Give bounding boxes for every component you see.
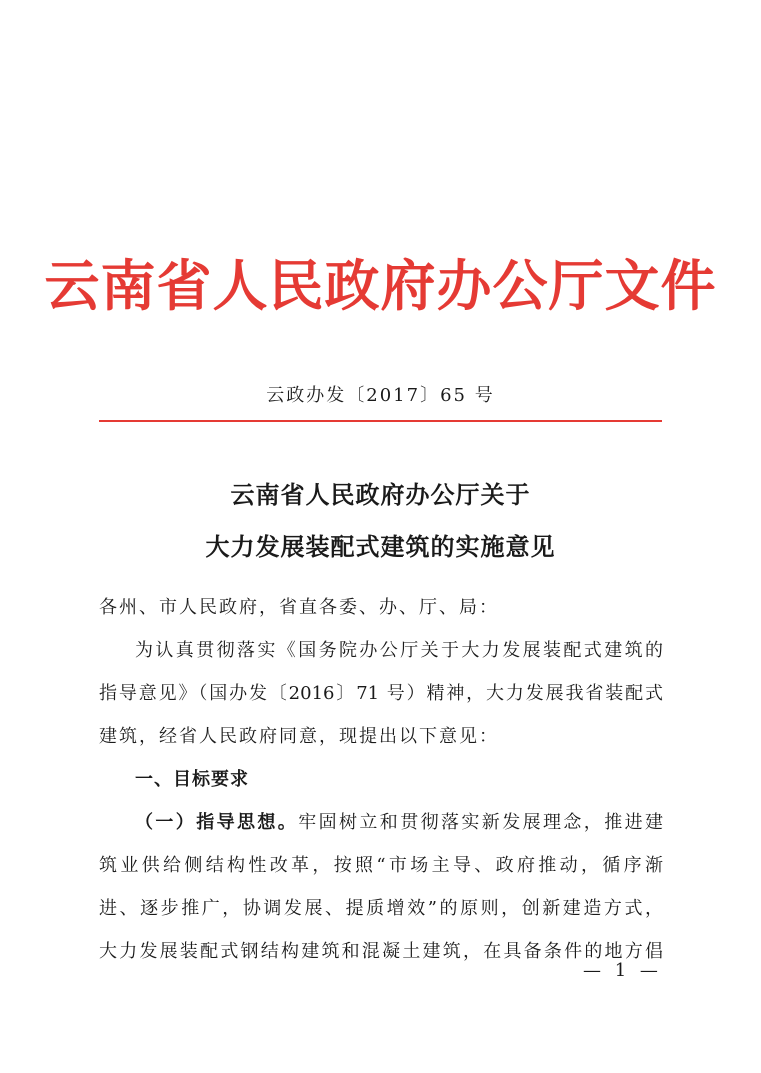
- document-title-line-2: 大力发展装配式建筑的实施意见: [205, 532, 556, 561]
- salutation: 各州、市人民政府，省直各委、办、厅、局：: [99, 597, 499, 618]
- item1-line-1: [135, 810, 663, 836]
- document-title-line-1: 云南省人民政府办公厅关于: [230, 480, 531, 509]
- intro-line-1: 为认真贯彻落实《国务院办公厅关于大力发展装配式建筑的: [135, 640, 663, 661]
- red-divider-line: [99, 420, 662, 422]
- section-heading: 一、目标要求: [135, 769, 249, 790]
- item1-line-4: 大力发展装配式钢结构建筑和混凝土建筑，在具备条件的地方倡: [99, 941, 663, 962]
- page-number: — 1 —: [583, 960, 662, 981]
- item1-line-3: 进、逐步推广，协调发展、提质增效”的原则，创新建造方式，: [99, 898, 663, 919]
- item1-line-2: 筑业供给侧结构性改革，按照“市场主导、政府推动，循序渐: [99, 855, 663, 876]
- item1-label: （一）指导思想。: [135, 812, 299, 833]
- item1-first-text: 牢固树立和贯彻落实新发展理念，推进建: [298, 812, 664, 833]
- intro-line-3: 建筑，经省人民政府同意，现提出以下意见：: [99, 726, 499, 747]
- document-number: 云政办发〔2017〕65 号: [266, 385, 495, 406]
- issuer-title: 云南省人民政府办公厅文件: [44, 253, 717, 318]
- intro-line-2: 指导意见》（国办发〔2016〕71 号）精神，大力发展我省装配式: [99, 683, 663, 704]
